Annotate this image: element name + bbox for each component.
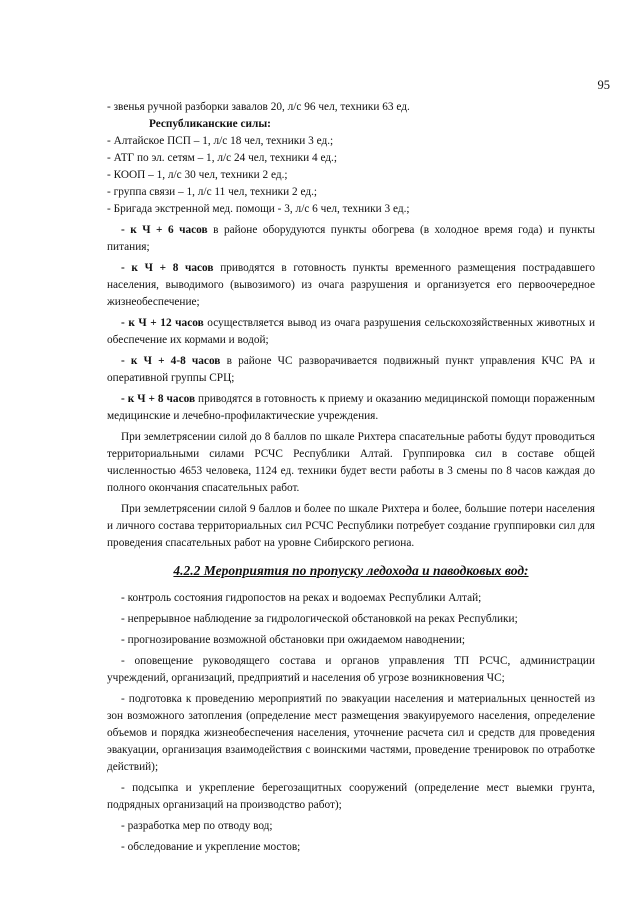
timeline-label: - к Ч + 4-8 часов — [121, 355, 221, 367]
list-item: - Бригада экстренной мед. помощи - 3, л/с 6 чел, техники 3 ед.; — [107, 203, 410, 215]
timeline-item — [107, 260, 595, 311]
republican-forces-list — [107, 133, 595, 218]
timeline-text: в районе оборудуются пункты обогрева (в холодное время года) и пункты питания; — [107, 224, 595, 253]
measure-item: - оповещение руководящего состава и органов управления ТП РСЧС, администрации учреждений, организаций, предприятий и населения об угрозе возникновения ЧС; — [107, 655, 595, 684]
paragraph-9-points: При землетрясении силой 9 баллов и более по шкале Рихтера и более, большие потери населения и личного состава территориальных сил РСЧС Республики потребует создание группировки сил для проведения спасательных работ на уровне Сибирского региона. — [107, 503, 595, 549]
intro-line: - звенья ручной разборки завалов 20, л/с 96 чел, техники 63 ед. — [107, 101, 410, 113]
measure-item: - подготовка к проведению мероприятий по эвакуации населения и материальных ценностей из зон возможного затопления (определение мест размещения эвакуируемого населения, определение объемов и порядка жизнеобеспечения населения, уточнение расчета сил и средств для проведения эвакуации, организация взаимодействия с воинскими частями, проведение тренировок по отработке действий); — [107, 693, 595, 773]
timeline-label: - к Ч + 8 часов — [121, 262, 214, 274]
timeline-list — [107, 222, 595, 425]
timeline-label: - к Ч + 12 часов — [121, 317, 204, 329]
list-item: - КООП – 1, л/с 30 чел, техники 2 ед.; — [107, 169, 288, 181]
timeline-item — [107, 353, 595, 387]
list-item: - Алтайское ПСП – 1, л/с 18 чел, техники 3 ед.; — [107, 135, 334, 147]
measure-item: - непрерывное наблюдение за гидрологической обстановкой на реках Республики; — [121, 613, 518, 625]
timeline-text: приводятся в готовность к приему и оказанию медицинской помощи пораженным медицинские и лечебно-профилактические учреждения. — [107, 393, 595, 422]
measure-item: - подсыпка и укрепление берегозащитных сооружений (определение мест выемки грунта, подрядных организаций на производство работ); — [107, 782, 595, 811]
measure-item: - контроль состояния гидропостов на реках и водоемах Республики Алтай; — [121, 592, 482, 604]
timeline-label: - к Ч + 8 часов — [121, 393, 196, 405]
republican-forces-title: Республиканские силы: — [149, 118, 271, 130]
list-item: - АТГ по эл. сетям – 1, л/с 24 чел, техники 4 ед.; — [107, 152, 338, 164]
timeline-item — [107, 222, 595, 256]
timeline-text: приводятся в готовность пункты временного размещения пострадавшего населения, выводимого (вывозимого) из очага разрушения и организуется его первоочередное жизнеобеспечение; — [107, 262, 595, 308]
list-item: - группа связи – 1, л/с 11 чел, техники 2 ед.; — [107, 186, 318, 198]
timeline-text: осуществляется вывод из очага разрушения сельскохозяйственных животных и обеспечение их кормами и водой; — [107, 317, 595, 346]
timeline-item — [107, 315, 595, 349]
measure-item: - разработка мер по отводу вод; — [121, 820, 273, 832]
timeline-text: в районе ЧС разворачивается подвижный пункт управления КЧС РА и оперативной группы СРЦ; — [107, 355, 595, 384]
paragraph-8-points: При землетрясении силой до 8 баллов по шкале Рихтера спасательные работы будут проводиться территориальными силами РСЧС Республики Алтай. Группировка сил в составе общей численностью 4653 человека, 1124 ед. техники будет вести работы в 3 смены по 8 часов каждая до полного окончания спасательных работ. — [107, 431, 595, 494]
timeline-label: - к Ч + 6 часов — [121, 224, 208, 236]
page-body — [107, 99, 595, 856]
section-heading: 4.2.2 Мероприятия по пропуску ледохода и паводковых вод: — [173, 563, 529, 578]
measure-item: - прогнозирование возможной обстановки при ожидаемом наводнении; — [121, 634, 466, 646]
measure-item: - обследование и укрепление мостов; — [121, 841, 301, 853]
measures-list — [107, 590, 595, 856]
page-number: 95 — [597, 78, 610, 92]
timeline-item — [107, 391, 595, 425]
